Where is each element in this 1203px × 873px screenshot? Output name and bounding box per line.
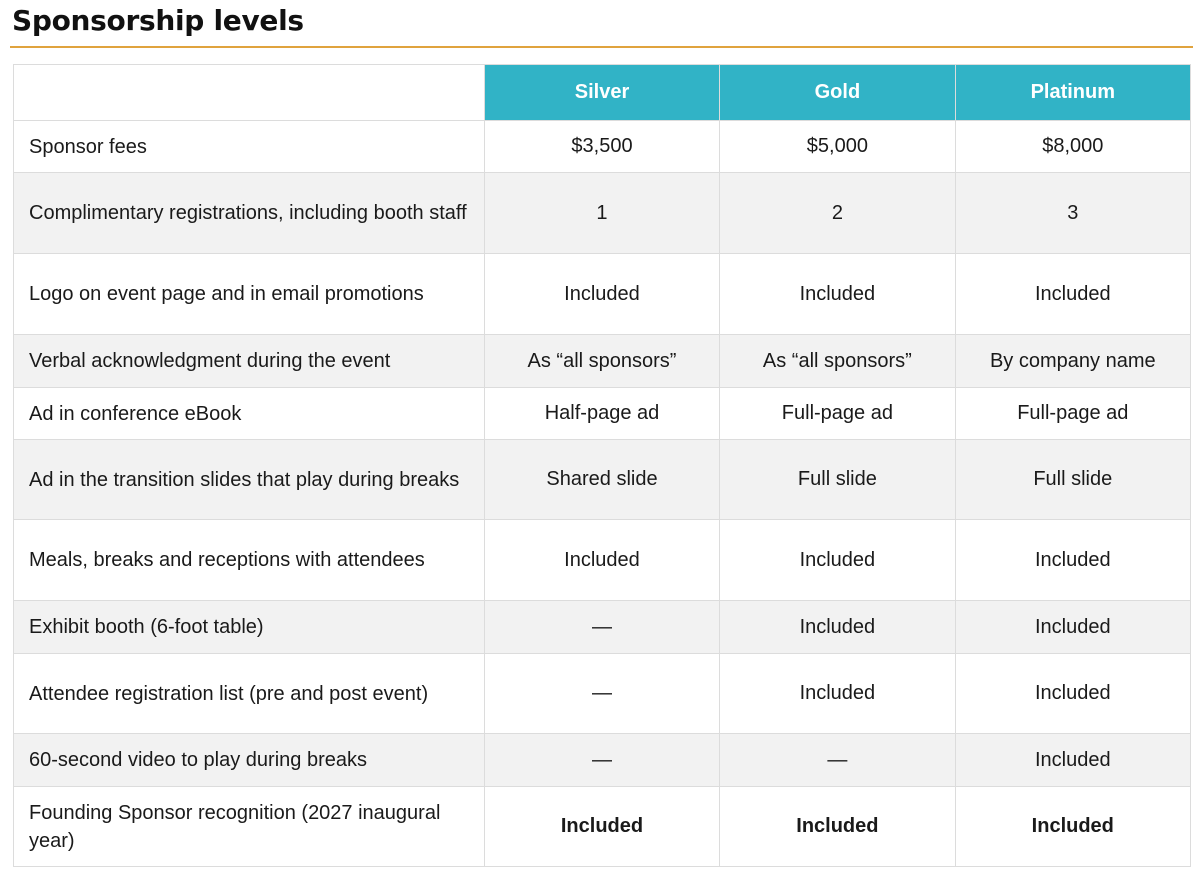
platinum-value: Included [955, 254, 1190, 335]
feature-label: 60-second video to play during breaks [14, 734, 485, 787]
gold-value: — [720, 734, 955, 787]
feature-label: Ad in the transition slides that play during breaks [14, 440, 485, 520]
table-row [14, 520, 1191, 601]
feature-label: Founding Sponsor recognition (2027 inaugural year) [14, 787, 485, 867]
platinum-value: Included [955, 734, 1190, 787]
sponsorship-table [13, 64, 1191, 867]
tier-header-silver: Silver [484, 65, 719, 121]
feature-label: Sponsor fees [14, 121, 485, 173]
gold-value: Included [720, 654, 955, 734]
page-title: Sponsorship levels [12, 4, 304, 37]
feature-label: Exhibit booth (6-foot table) [14, 601, 485, 654]
feature-label: Verbal acknowledgment during the event [14, 335, 485, 388]
feature-label: Logo on event page and in email promotions [14, 254, 485, 335]
platinum-value: Included [955, 520, 1190, 601]
silver-value: $3,500 [484, 121, 719, 173]
platinum-value: 3 [955, 173, 1190, 254]
gold-value: Included [720, 520, 955, 601]
feature-label: Attendee registration list (pre and post event) [14, 654, 485, 734]
gold-value: Included [720, 787, 955, 867]
table-row [14, 734, 1191, 787]
gold-value: Included [720, 254, 955, 335]
platinum-value: By company name [955, 335, 1190, 388]
silver-value: 1 [484, 173, 719, 254]
table-row [14, 254, 1191, 335]
platinum-value: Included [955, 601, 1190, 654]
tier-header-platinum: Platinum [955, 65, 1190, 121]
table-row [14, 388, 1191, 440]
gold-value: Full-page ad [720, 388, 955, 440]
silver-value: Included [484, 787, 719, 867]
silver-value: As “all sponsors” [484, 335, 719, 388]
gold-value: As “all sponsors” [720, 335, 955, 388]
feature-label: Ad in conference eBook [14, 388, 485, 440]
silver-value: Shared slide [484, 440, 719, 520]
silver-value: Half-page ad [484, 388, 719, 440]
table-row [14, 335, 1191, 388]
tier-header-gold: Gold [720, 65, 955, 121]
feature-label: Complimentary registrations, including booth staff [14, 173, 485, 254]
gold-value: 2 [720, 173, 955, 254]
silver-value: Included [484, 520, 719, 601]
table-corner-header [14, 65, 485, 121]
silver-value: — [484, 734, 719, 787]
table-row [14, 654, 1191, 734]
table-row [14, 601, 1191, 654]
gold-value: Included [720, 601, 955, 654]
platinum-value: Included [955, 787, 1190, 867]
platinum-value: $8,000 [955, 121, 1190, 173]
gold-value: Full slide [720, 440, 955, 520]
feature-label: Meals, breaks and receptions with attendees [14, 520, 485, 601]
table-row [14, 440, 1191, 520]
silver-value: Included [484, 254, 719, 335]
gold-value: $5,000 [720, 121, 955, 173]
silver-value: — [484, 654, 719, 734]
silver-value: — [484, 601, 719, 654]
platinum-value: Full-page ad [955, 388, 1190, 440]
platinum-value: Full slide [955, 440, 1190, 520]
table-row [14, 121, 1191, 173]
title-divider [10, 46, 1193, 48]
table-header-row [14, 65, 1191, 121]
platinum-value: Included [955, 654, 1190, 734]
table-row [14, 787, 1191, 867]
table-row [14, 173, 1191, 254]
